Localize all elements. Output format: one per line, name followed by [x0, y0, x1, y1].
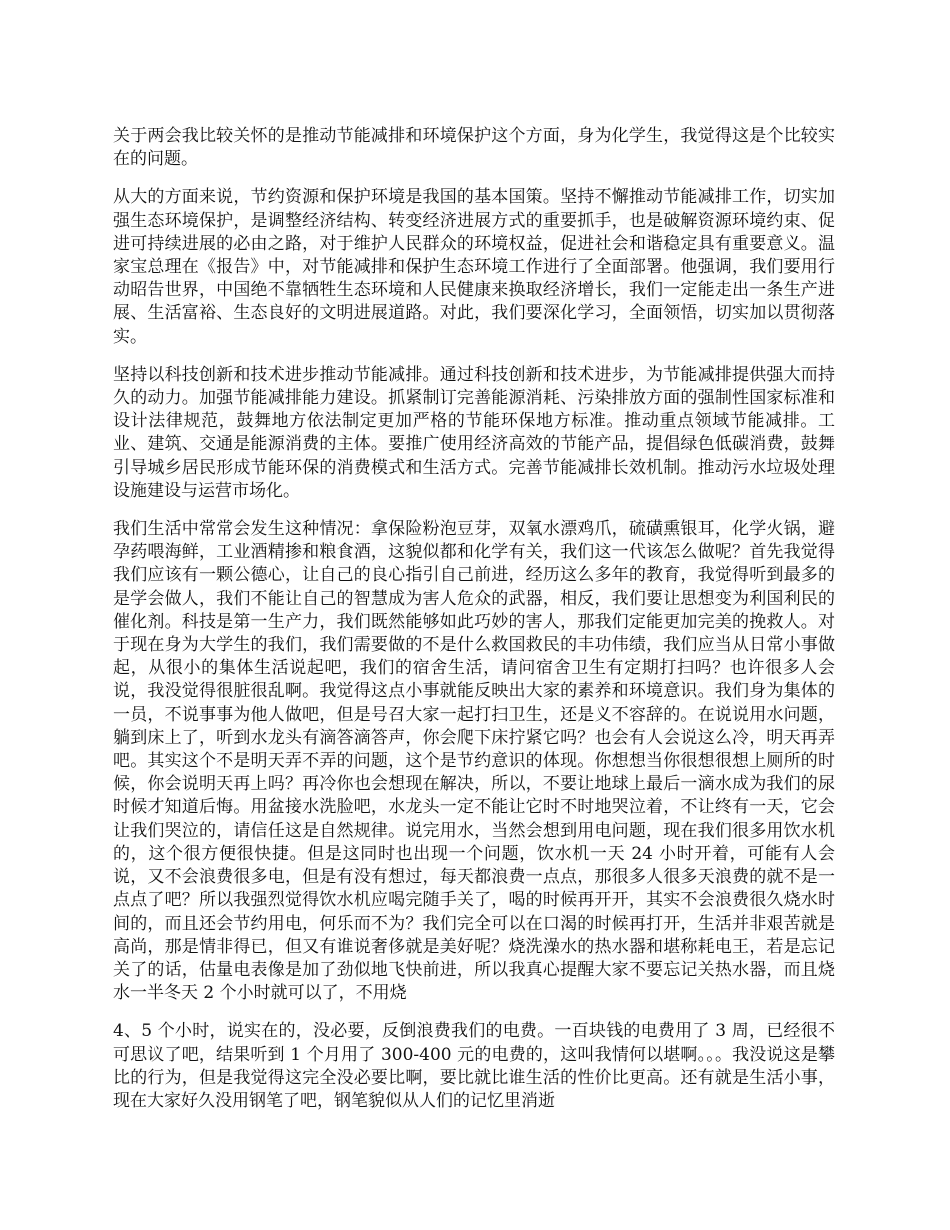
paragraph-daily-life: 我们生活中常常会发生这种情况：拿保险粉泡豆芽，双氧水漂鸡爪，硫磺熏银耳，化学火锅，避孕药喂海鲜，工业酒精掺和粮食酒，这貌似都和化学有关，我们这一代该怎么做呢？首先我觉得我们应该有一颗公德心，让自己的良心指引自己前进，经历这么多年的教育，我觉得听到最多的是学会做人，我们不能让自己的智慧成为害人危众的武器，相反，我们要让思想变为利国利民的催化剂。科技是第一生产力，我们既然能够如此巧妙的害人，那我们定能更加完美的挽救人。对于现在身为大学生的我们，我们需要做的不是什么救国救民的丰功伟绩，我们应当从日常小事做起，从很小的集体生活说起吧，我们的宿舍生活，请问宿舍卫生有定期打扫吗？也许很多人会说，我没觉得很脏很乱啊。我觉得这点小事就能反映出大家的素养和环境意识。我们身为集体的一员，不说事事为他人做吧，但是号召大家一起打扫卫生，还是义不容辞的。在说说用水问题，躺到床上了，听到水龙头有滴答滴答声，你会爬下床拧紧它吗？也会有人会说这么冷，明天再弄吧。其实这个不是明天弄不弄的问题，这个是节约意识的体现。你想想当你很想很想上厕所的时候，你会说明天再上吗？再冷你也会想现在解决，所以，不要让地球上最后一滴水成为我们的尿时候才知道后悔。用盆接水洗脸吧，水龙头一定不能让它时不时地哭泣着，不让终有一天，它会让我们哭泣的，请信任这是自然规律。说完用水，当然会想到用电问题，现在我们很多用饮水机的，这个很方便很快捷。但是这同时也出现一个问题，饮水机一天 24 小时开着，可能有人会说，又不会浪费很多电，但是有没有想过，每天都浪费一点点，那很多人很多天浪费的就不是一点点了吧？所以我强烈觉得饮水机应喝完随手关了，喝的时候再开开，其实不会浪费很久烧水时间的，而且还会节约用电，何乐而不为？我们完全可以在口渴的时候再打开，生活并非艰苦就是高尚，那是情非得已，但又有谁说奢侈就是美好呢？烧洗澡水的热水器和堪称耗电王，若是忘记关了的话，估量电表像是加了劲似地飞快前进，所以我真心提醒大家不要忘记关热水器，而且烧水一半冬天 2 个小时就可以了，不用烧	[113, 519, 835, 1004]
document-body	[113, 125, 835, 1128]
paragraph-intro: 关于两会我比较关怀的是推动节能减排和环境保护这个方面，身为化学生，我觉得这是个比较实在的问题。	[113, 126, 835, 170]
paragraph-tech-innovation: 坚持以科技创新和技术进步推动节能减排。通过科技创新和技术进步，为节能减排提供强大而持久的动力。加强节能减排能力建设。抓紧制订完善能源消耗、污染排放方面的强制性国家标准和设计法律规范，鼓舞地方依法制定更加严格的节能环保地方标准。推动重点领域节能减排。工业、建筑、交通是能源消费的主体。要推广使用经济高效的节能产品，提倡绿色低碳消费，鼓舞引导城乡居民形成节能环保的消费模式和生活方式。完善节能减排长效机制。推动污水垃圾处理设施建设与运营市场化。	[113, 364, 835, 501]
paragraph-national-policy: 从大的方面来说，节约资源和保护环境是我国的基本国策。坚持不懈推动节能减排工作，切实加强生态环境保护，是调整经济结构、转变经济进展方式的重要抓手，也是破解资源环境约束、促进可持续进展的必由之路，对于维护人民群众的环境权益，促进社会和谐稳定具有重要意义。温家宝总理在《报告》中，对节能减排和保护生态环境工作进行了全面部署。他强调，我们要用行动昭告世界，中国绝不靠牺牲生态环境和人民健康来换取经济增长，我们一定能走出一条生产进展、生活富裕、生态良好的文明进展道路。对此，我们要深化学习，全面领悟，切实加以贯彻落实。	[113, 187, 835, 347]
paragraph-electricity: 4、5 个小时，说实在的，没必要，反倒浪费我们的电费。一百块钱的电费用了 3 周，已经很不可思议了吧，结果听到 1 个月用了 300-400 元的电费的，这叫我情何以堪啊。。。我没说这是攀比的行为，但是我觉得这完全没必要比啊，要比就比谁生活的性价比更高。还有就是生活小事，现在大家好久没用钢笔了吧，钢笔貌似从人们的记忆里消逝	[113, 1021, 835, 1111]
